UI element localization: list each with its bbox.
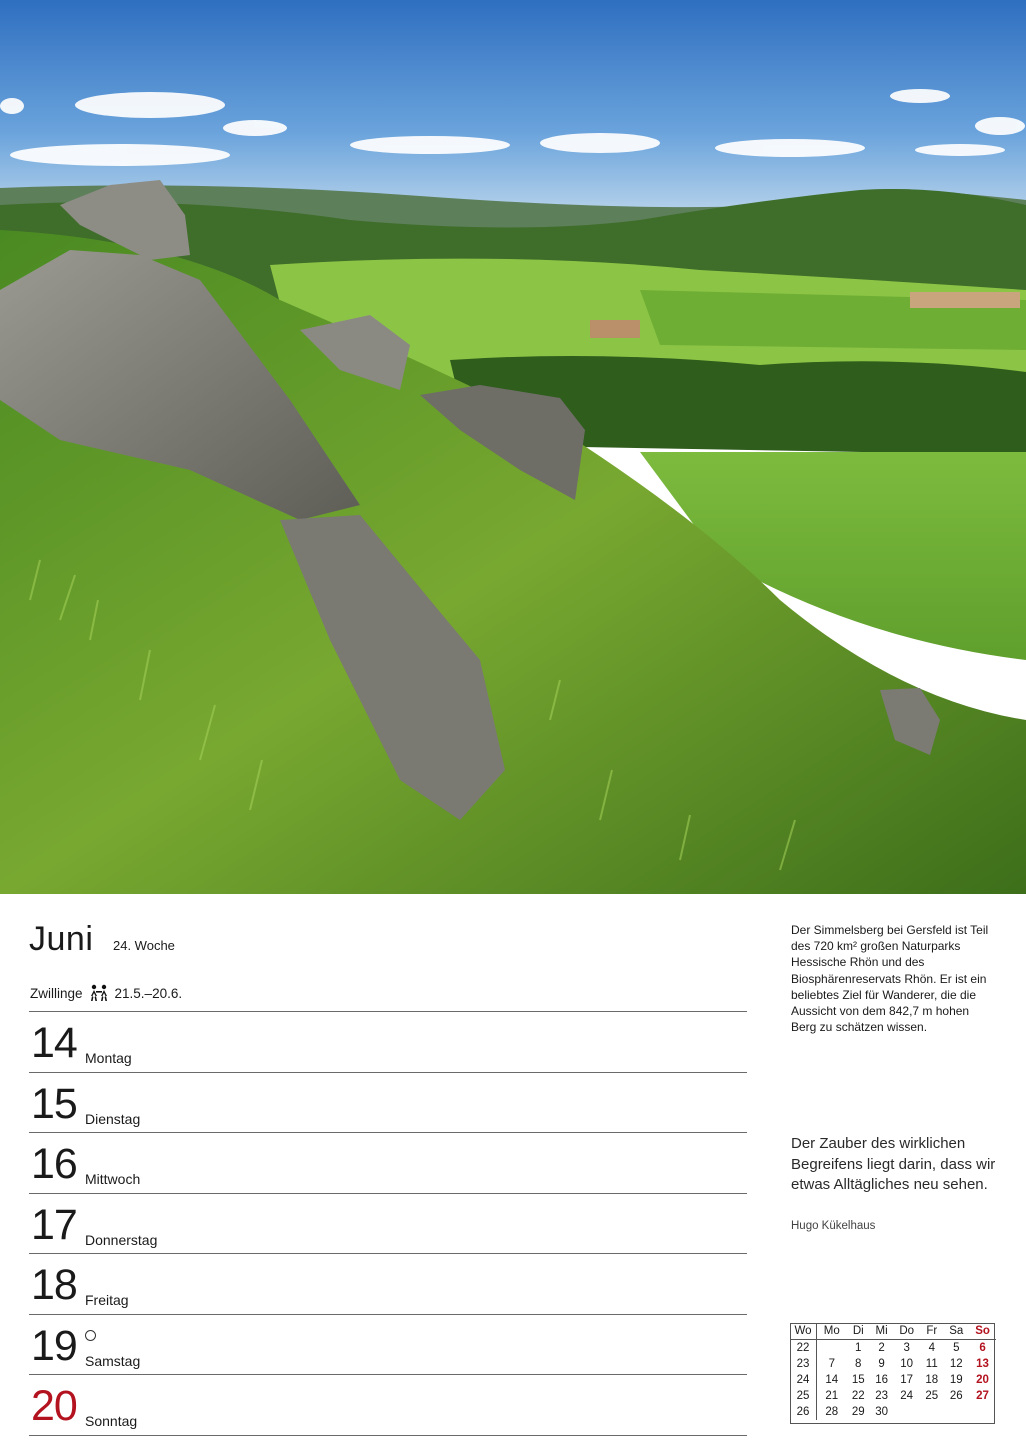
- day-number: 20: [31, 1382, 77, 1430]
- day-number: 15: [31, 1079, 77, 1128]
- week-number: 24. Woche: [113, 938, 175, 953]
- mini-day-cell: 14: [825, 1374, 839, 1386]
- mini-day-cell: 26: [949, 1390, 963, 1402]
- mini-header-cell: So: [969, 1323, 996, 1340]
- day-name: Freitag: [85, 1292, 129, 1308]
- mini-header-cell: Do: [893, 1323, 920, 1340]
- mini-header-cell: Mo: [817, 1323, 847, 1340]
- mini-day-cell: 19: [949, 1374, 963, 1386]
- day-number: 18: [31, 1261, 77, 1309]
- mini-header-cell: Wo: [790, 1323, 817, 1340]
- day-row-monday: [29, 1011, 747, 1072]
- mini-header-cell: Mi: [870, 1323, 893, 1340]
- mini-calendar-week-row: [790, 1388, 996, 1404]
- mini-day-cell: 8: [855, 1358, 862, 1370]
- day-row-wednesday: [29, 1132, 747, 1193]
- day-number: 16: [31, 1140, 77, 1188]
- day-row-friday: [29, 1253, 747, 1314]
- mini-day-cell: 17: [900, 1374, 914, 1386]
- month-title: Juni: [29, 920, 94, 958]
- full-moon-icon: [85, 1330, 96, 1341]
- mini-day-cell: 25: [925, 1390, 939, 1402]
- mini-day-cell: [817, 1340, 847, 1357]
- quote-author: Hugo Kükelhaus: [791, 1220, 876, 1232]
- day-number: 14: [31, 1019, 77, 1067]
- mini-day-cell: 18: [925, 1374, 939, 1386]
- mini-day-cell: [943, 1404, 969, 1420]
- mini-day-cell: 29: [851, 1406, 865, 1418]
- zodiac-range: 21.5.–20.6.: [114, 985, 183, 1001]
- day-name: Montag: [85, 1050, 132, 1066]
- mini-calendar-week-row: [790, 1356, 996, 1372]
- mini-day-cell: 22: [851, 1390, 865, 1402]
- mini-header-cell: Di: [847, 1323, 870, 1340]
- mini-day-cell: 10: [900, 1358, 914, 1370]
- mini-day-cell: 23: [875, 1390, 888, 1402]
- mini-day-cell: 13: [976, 1358, 989, 1370]
- mini-day-cell: 2: [878, 1342, 885, 1354]
- mini-week-number: 25: [790, 1388, 817, 1404]
- zodiac-line: [30, 984, 182, 1002]
- mini-day-cell: 27: [976, 1390, 989, 1402]
- mini-day-cell: 20: [976, 1374, 989, 1386]
- zodiac-name: Zwillinge: [30, 985, 83, 1001]
- mini-day-cell: 21: [825, 1390, 839, 1402]
- day-number: 19: [31, 1321, 77, 1370]
- day-name: Mittwoch: [85, 1171, 141, 1187]
- mini-calendar-week-row: [790, 1340, 996, 1357]
- mini-calendar-header: [790, 1323, 996, 1340]
- day-name: Donnerstag: [85, 1231, 158, 1248]
- mini-header-cell: Fr: [920, 1323, 943, 1340]
- mini-day-cell: 1: [855, 1342, 862, 1354]
- mini-day-cell: 4: [928, 1342, 935, 1354]
- mini-calendar-week-row: [790, 1404, 996, 1420]
- day-row-sunday: [29, 1374, 747, 1436]
- mini-week-number: 24: [790, 1372, 817, 1388]
- mini-day-cell: [969, 1404, 996, 1420]
- gemini-twins-icon: [87, 984, 111, 1002]
- day-number: 17: [31, 1200, 77, 1249]
- mini-day-cell: 9: [878, 1358, 885, 1370]
- mini-day-cell: 24: [900, 1390, 914, 1402]
- mini-day-cell: 3: [903, 1342, 910, 1354]
- day-row-thursday: [29, 1193, 747, 1254]
- mini-calendar-week-row: [790, 1372, 996, 1388]
- day-row-tuesday: [29, 1072, 747, 1133]
- mini-header-cell: Sa: [943, 1323, 969, 1340]
- mini-day-cell: 7: [828, 1358, 835, 1370]
- mini-day-cell: 15: [851, 1374, 865, 1386]
- mini-week-number: 22: [790, 1340, 817, 1357]
- mini-day-cell: [893, 1404, 920, 1420]
- mini-day-cell: 28: [825, 1406, 839, 1418]
- day-list: [29, 1011, 747, 1436]
- mini-day-cell: 6: [979, 1342, 986, 1354]
- mini-calendar: [790, 1323, 996, 1420]
- mini-day-cell: 16: [875, 1374, 888, 1386]
- quote-text: Der Zauber des wirklichen Begreifens liegt darin, dass wir etwas Alltägliches neu sehen.: [791, 1135, 996, 1193]
- day-row-saturday: [29, 1314, 747, 1375]
- mini-day-cell: 12: [949, 1358, 963, 1370]
- mini-week-number: 23: [790, 1356, 817, 1372]
- day-name: Samstag: [85, 1352, 141, 1369]
- day-name: Dienstag: [85, 1110, 141, 1127]
- mini-day-cell: [920, 1404, 943, 1420]
- mini-week-number: 26: [790, 1404, 817, 1420]
- mini-day-cell: 30: [875, 1406, 888, 1418]
- photo-description: Der Simmelsberg bei Gersfeld ist Teil des 720 km² großen Naturparks Hessische Rhön und des Biosphärenreservats Rhön. Er ist ein beliebtes Ziel für Wanderer, die die Aussicht von dem 842,7 m hohen Berg zu schätzen wissen.: [791, 923, 989, 1035]
- mini-day-cell: 11: [925, 1358, 938, 1370]
- mini-day-cell: 5: [953, 1342, 960, 1354]
- day-name: Sonntag: [85, 1413, 138, 1429]
